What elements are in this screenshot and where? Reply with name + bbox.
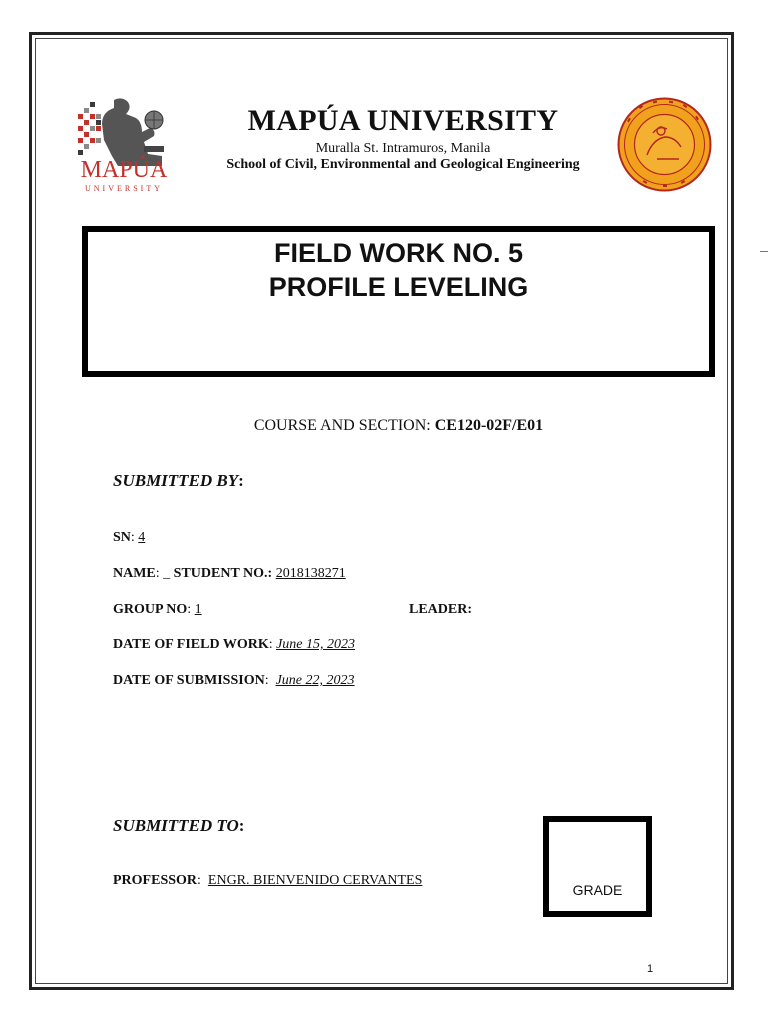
name-value: _	[163, 566, 171, 581]
grade-box	[543, 816, 652, 917]
fieldwork-date-value: June 15, 2023	[276, 637, 356, 652]
professor-label: PROFESSOR	[113, 873, 198, 888]
name-row: NAME: _ STUDENT NO.: 2018138271	[113, 566, 346, 581]
university-name: MAPÚA UNIVERSITY	[247, 104, 559, 137]
submitted-to-heading: SUBMITTED TO:	[113, 816, 245, 835]
submission-date-value: June 22, 2023	[275, 673, 355, 688]
school-name: School of Civil, Environmental and Geological Engineering	[226, 157, 580, 172]
professor-value: ENGR. BIENVENIDO CERVANTES	[207, 873, 423, 888]
submitted-by-heading: SUBMITTED BY:	[113, 471, 244, 490]
professor-row: PROFESSOR: ENGR. BIENVENIDO CERVANTES	[113, 873, 423, 888]
fieldwork-topic-title: PROFILE LEVELING	[268, 272, 529, 302]
course-label: COURSE AND SECTION:	[253, 417, 435, 434]
name-label: NAME	[113, 566, 156, 581]
university-address: Muralla St. Intramuros, Manila	[315, 141, 491, 156]
submission-date-row: DATE OF SUBMISSION: June 22, 2023	[113, 673, 355, 688]
group-row: GROUP NO: 1	[113, 602, 202, 617]
margin-tick	[760, 251, 768, 252]
fieldwork-date-label: DATE OF FIELD WORK	[113, 637, 269, 652]
grade-label: GRADE	[572, 882, 623, 898]
logo-subtext: UNIVERSITY	[85, 184, 163, 193]
group-value: 1	[194, 602, 202, 617]
group-label: GROUP NO	[113, 602, 188, 617]
submission-date-label: DATE OF SUBMISSION	[113, 673, 265, 688]
course-section	[82, 417, 715, 435]
student-no-value: 2018138271	[275, 566, 346, 581]
fieldwork-date-row: DATE OF FIELD WORK: June 15, 2023	[113, 637, 356, 652]
sn-label: SN	[113, 530, 131, 545]
page-number: 1	[646, 963, 654, 975]
sn-row: SN: 4	[113, 530, 146, 545]
course-value: CE120-02F/E01	[434, 417, 544, 434]
mapua-logo	[74, 94, 174, 200]
fieldwork-number-title: FIELD WORK NO. 5	[274, 238, 523, 268]
student-no-label: STUDENT NO.:	[173, 566, 273, 581]
institute-seal	[617, 97, 712, 192]
leader-label: LEADER:	[409, 602, 473, 617]
sn-value: 4	[138, 530, 146, 545]
logo-text: MAPÚA	[80, 157, 168, 183]
